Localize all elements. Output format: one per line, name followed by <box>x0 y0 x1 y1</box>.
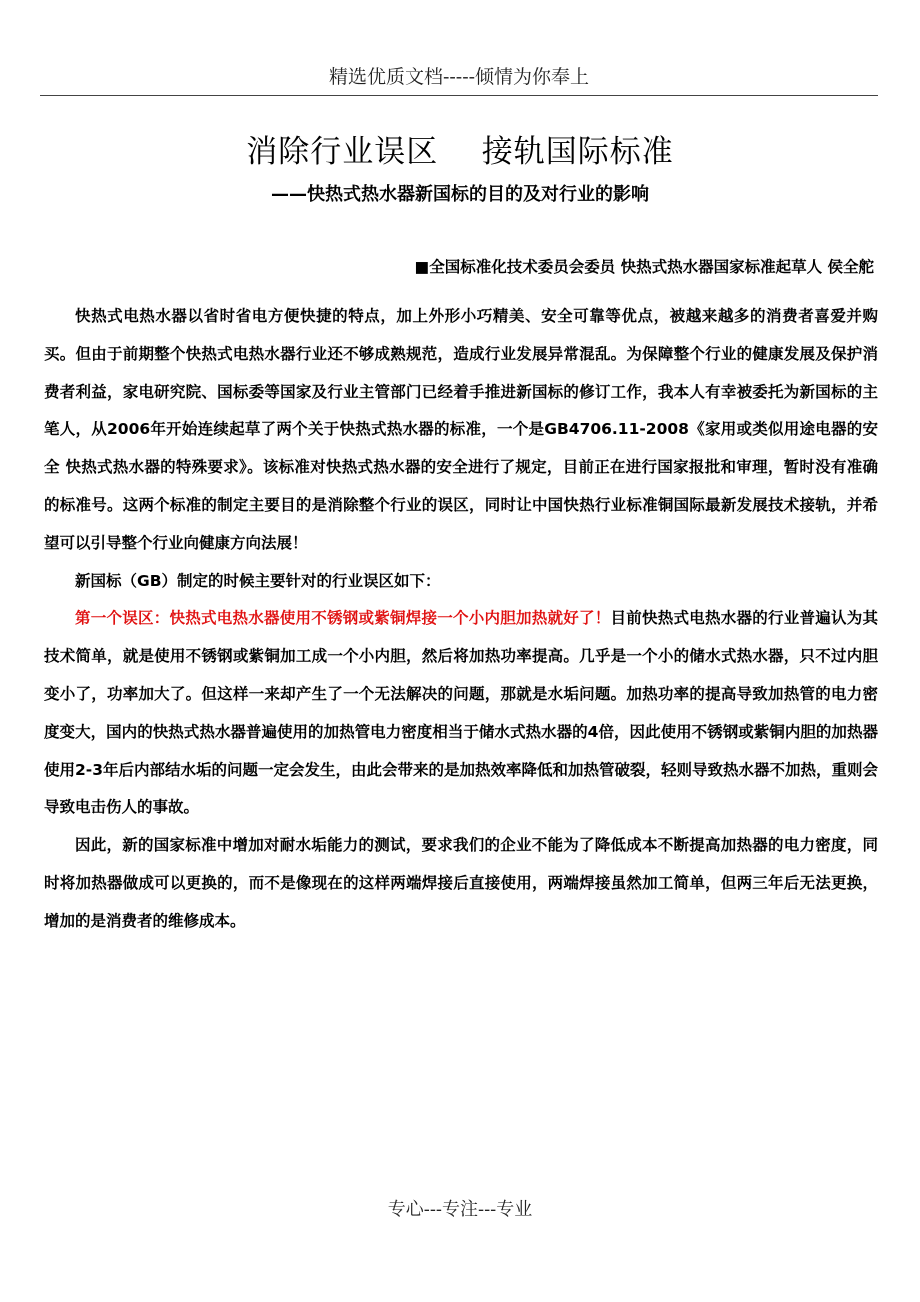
paragraph-first-misconception <box>44 600 878 827</box>
page-header: 精选优质文档-----倾情为你奉上 <box>328 66 590 88</box>
document-subtitle: ——快热式热水器新国标的目的及对行业的影响 <box>271 184 649 205</box>
article-body <box>44 298 878 941</box>
author-byline: ■全国标准化技术委员会委员 快热式热水器国家标准起草人 侯全舵 <box>414 258 874 276</box>
paragraph-intro: 快热式电热水器以省时省电方便快捷的特点，加上外形小巧精美、安全可靠等优点，被越来越多的消费者喜爱并购买。但由于前期整个快热式电热水器行业还不够成熟规范，造成行业发展异常混乱。为保障整个行业的健康发展及保护消费者利益，家电研究院、国标委等国家及行业主管部门已经着手推进新国标的修订工作，我本人有幸被委托为新国标的主笔人，从2006年开始连续起草了两个关于快热式热水器的标准，一个是GB4706.11-2008《家用或类似用途电器的安全 快热式热水器的特殊要求》。该标准对快热式热水器的安全进行了规定，目前正在进行国家报批和审理，暂时没有准确的标准号。这两个标准的制定主要目的是消除整个行业的误区，同时让中国快热行业标准铜国际最新发展技术接轨，并希望可以引导整个行业向健康方向法展！ <box>44 307 878 552</box>
header-divider <box>40 95 878 96</box>
page-footer: 专心---专注---专业 <box>387 1199 533 1220</box>
paragraph-conclusion: 因此，新的国家标准中增加对耐水垢能力的测试，要求我们的企业不能为了降低成本不断提高加热器的电力密度，同时将加热器做成可以更换的，而不是像现在的这样两端焊接后直接使用，两端焊接虽然加工简单，但两三年后无法更换，增加的是消费者的维修成本。 <box>44 836 878 930</box>
misconception-heading: 第一个误区：快热式电热水器使用不锈钢或紫铜焊接一个小内胆加热就好了！ <box>75 609 611 628</box>
paragraph-gb-heading: 新国标（GB）制定的时候主要针对的行业误区如下： <box>75 571 441 590</box>
misconception-body: 目前快热式电热水器的行业普遍认为其技术简单，就是使用不锈钢或紫铜加工成一个小内胆，然后将加热功率提高。几乎是一个小的储水式热水器，只不过内胆变小了，功率加大了。但这样一来却产生了一个无法解决的问题，那就是水垢问题。加热功率的提高导致加热管的电力密度变大，国内的快热式热水器普遍使用的加热管电力密度相当于储水式热水器的4倍，因此使用不锈钢或紫铜内胆的加热器使用2-3年后内部结水垢的问题一定会发生，由此会带来的是加热效率降低和加热管破裂，轻则导致热水器不加热，重则会导致电击伤人的事故。 <box>44 609 879 817</box>
document-title: 消除行业误区 接轨国际标准 <box>246 134 674 170</box>
